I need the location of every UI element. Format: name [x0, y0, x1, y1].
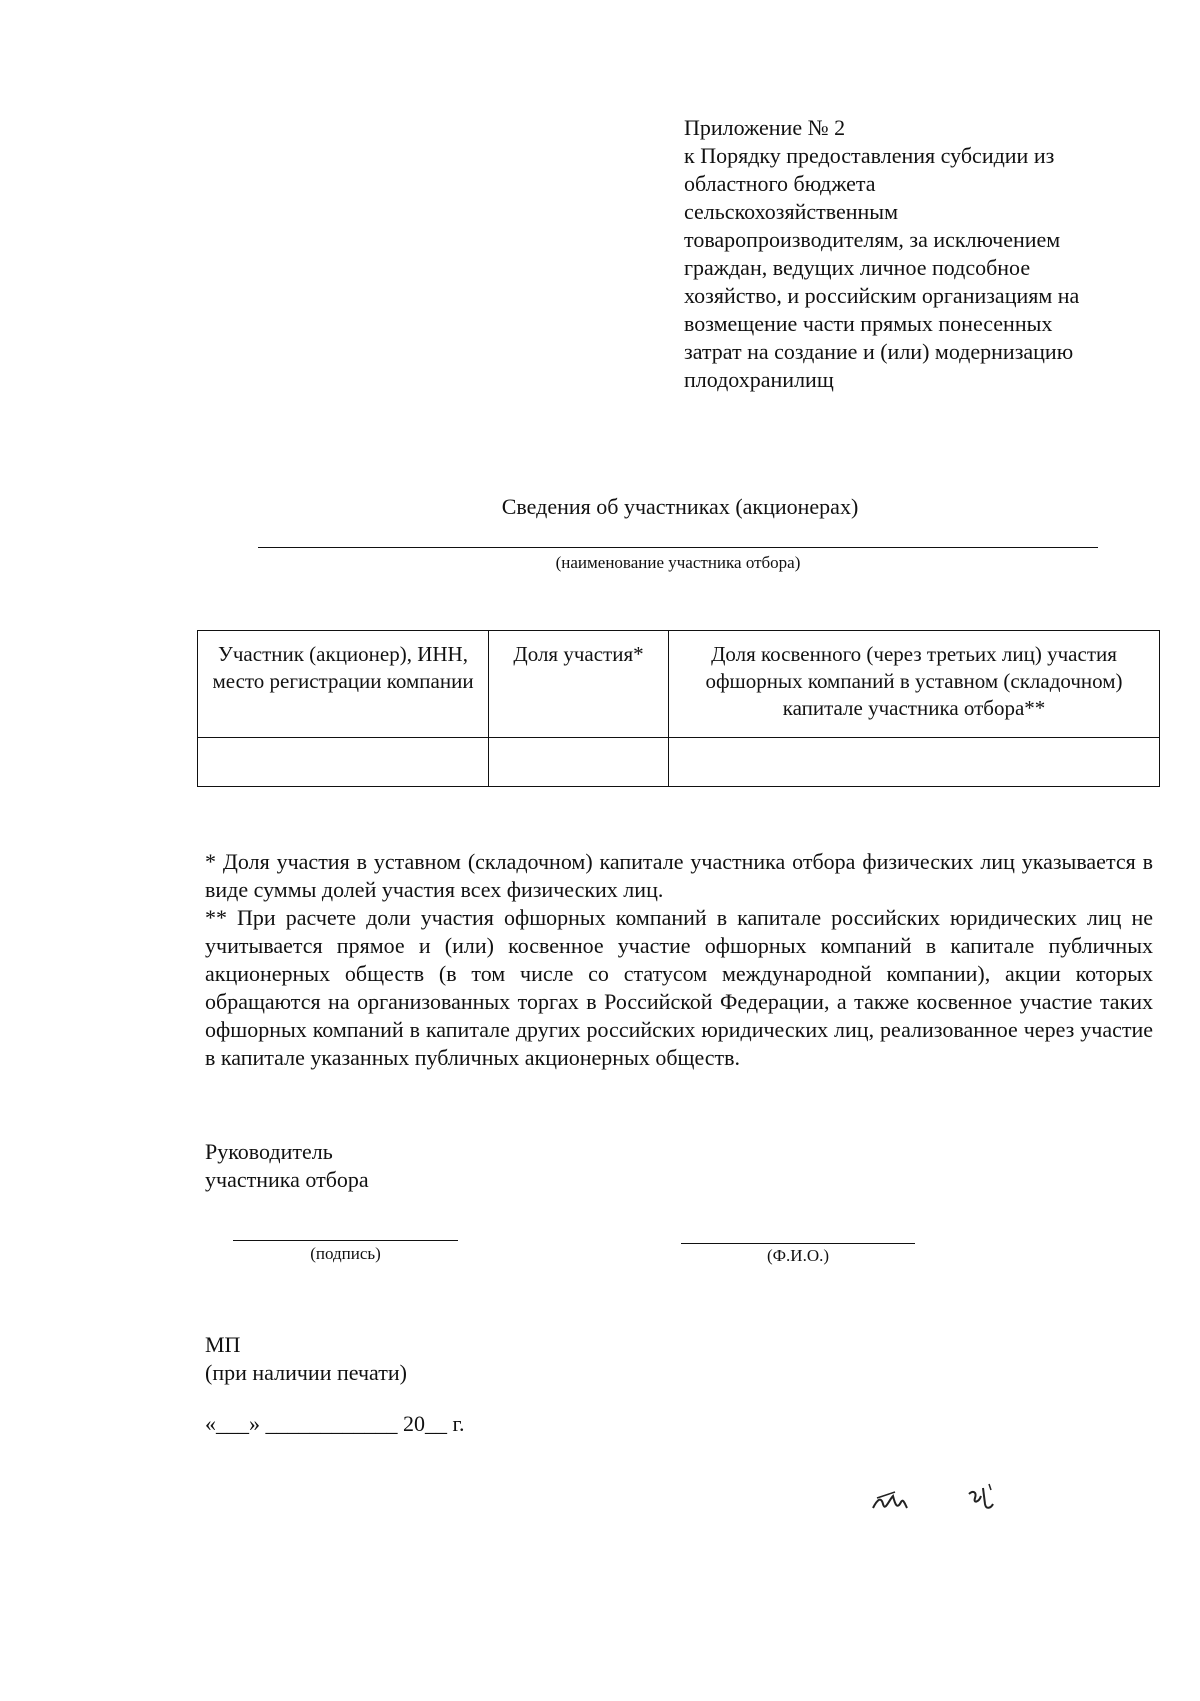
handwritten-initials: [865, 1470, 1035, 1530]
stamp-block: [205, 1331, 407, 1387]
header-offshore-share: Доля косвенного (через третьих лиц) участия офшорных компаний в уставном (складочном) капитале участника отбора**: [669, 631, 1160, 738]
date-year-prefix: 20: [403, 1411, 425, 1436]
date-month-blank[interactable]: ____________: [265, 1411, 398, 1436]
head-label-line2: участника отбора: [205, 1167, 369, 1192]
participant-name-line[interactable]: [258, 547, 1098, 548]
header-participant: Участник (акционер), ИНН, место регистрации компании: [198, 631, 489, 738]
footnote-1: * Доля участия в уставном (складочном) капитале участника отбора физических лиц указывается в виде суммы долей участия всех физических лиц.: [205, 849, 1153, 902]
header-share: Доля участия*: [489, 631, 669, 738]
participants-table: [197, 630, 1160, 787]
appendix-number: Приложение № 2: [684, 115, 846, 140]
date-suffix: г.: [452, 1411, 465, 1436]
fio-line[interactable]: [681, 1243, 915, 1244]
appendix-line: возмещение части прямых понесенных: [684, 311, 1053, 336]
fio-caption: (Ф.И.О.): [766, 1246, 830, 1265]
appendix-line: плодохранилищ: [684, 367, 834, 392]
date-close-quote: »: [249, 1411, 260, 1436]
cell-share[interactable]: [489, 738, 669, 787]
head-label: [205, 1138, 369, 1194]
document-title: Сведения об участниках (акционерах): [501, 494, 859, 519]
appendix-line: сельскохозяйственным: [684, 199, 898, 224]
appendix-line: хозяйство, и российским организациям на: [684, 283, 1080, 308]
footnotes: [205, 848, 1153, 1072]
table-row: [198, 738, 1160, 787]
cell-offshore-share[interactable]: [669, 738, 1160, 787]
date-open-quote: «: [205, 1411, 216, 1436]
appendix-line: областного бюджета: [684, 171, 876, 196]
signature-line[interactable]: [233, 1240, 458, 1241]
initials-mark-2-dot: [989, 1484, 991, 1490]
participant-name-caption: (наименование участника отбора): [555, 553, 801, 572]
appendix-line: затрат на создание и (или) модернизацию: [684, 339, 1074, 364]
initials-mark-2: [969, 1488, 993, 1508]
table-header-row: [198, 631, 1160, 738]
appendix-line: граждан, ведущих личное подсобное: [684, 255, 1031, 280]
head-label-line1: Руководитель: [205, 1139, 333, 1164]
footnote-2: ** При расчете доли участия офшорных компаний в капитале российских юридических лиц не учитывается прямое и (или) косвенное участие офшорных компаний в капитале публичных акционерных обществ (в том числе со статусом международной компании), акции которых обращаются на организованных торгах в Российской Федерации, а также косвенное участие таких офшорных компаний в капитале других российских юридических лиц, реализованное через участие в капитале указанных публичных акционерных обществ.: [205, 905, 1153, 1070]
cell-participant[interactable]: [198, 738, 489, 787]
appendix-line: товаропроизводителям, за исключением: [684, 227, 1061, 252]
signature-caption: (подпись): [310, 1244, 381, 1263]
date-field: [205, 1410, 465, 1438]
stamp-label: МП: [205, 1332, 241, 1357]
date-year-blank[interactable]: __: [425, 1411, 447, 1436]
stamp-note: (при наличии печати): [205, 1360, 407, 1385]
appendix-line: к Порядку предоставления субсидии из: [684, 143, 1055, 168]
date-day-blank[interactable]: ___: [216, 1411, 249, 1436]
appendix-block: [684, 114, 1144, 394]
